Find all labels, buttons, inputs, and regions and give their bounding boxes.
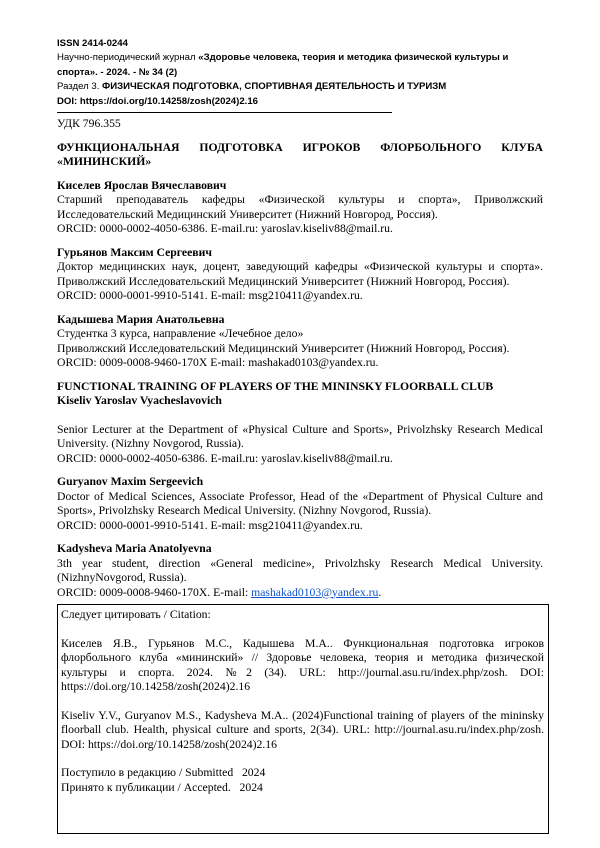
journal-prefix: Научно-периодический журнал [57, 52, 199, 64]
author-en-affiliation: Senior Lecturer at the Department of «Physical Culture and Sports», Privolzhsky Research Medical University. (Nizhny Novgorod, Russia). [57, 422, 543, 450]
udk: УДК 796.355 [57, 117, 121, 130]
author-en-name: Kadysheva Maria Anatolyevna [57, 542, 212, 555]
header-doi: DOI: https://doi.org/10.14258/zosh(2024)2.16 [57, 95, 258, 107]
orcid-prefix: ORCID: 0009-0008-9460-170X. E-mail: [57, 585, 252, 599]
author-en-affiliation: 3th year student, direction «General medicine», Privolzhsky Research Medical University. (NizhnyNovgorod, Russia). [57, 556, 543, 584]
author-ru-orcid: ORCID: 0000-0001-9910-5141. E-mail: msg210411@yandex.ru. [57, 289, 363, 302]
citation-en: Kiseliv Y.V., Guryanov M.S., Kadysheva M.A.. (2024)Functional training of players of the mininsky floorball club. Health, physical culture and sports, 2(34). URL: http://journal.asu.ru/index.php/zosh. DOI: https://doi.org/10.14258/zosh(2024)2.16 [61, 708, 544, 751]
citation-ru: Киселев Я.В., Гурьянов М.С., Кадышева М.А.. Функциональная подготовка игроков флорбольного клуба «мининский» // Здоровье человека, теория и методика физической культуры и спорта. 2024. №2 (34). URL: http://journal.asu.ru/index.php/zosh. DOI: https://doi.org/10.14258/zosh(2024)2.16 [61, 636, 544, 693]
accepted-date: Принято к публикации / Accepted. 2024 [61, 780, 263, 794]
submitted-date: Поступило в редакцию / Submitted 2024 [61, 766, 266, 779]
author-ru-orcid: ORCID: 0000-0002-4050-6386. E-mail.ru: yaroslav.kiseliv88@mail.ru. [57, 222, 393, 235]
citation-box [57, 604, 549, 834]
issn: ISSN 2414-0244 [57, 38, 128, 49]
author-ru-position: Студентка 3 курса, направление «Лечебное дело» [57, 327, 304, 340]
author-ru-affiliation: Приволжский Исследовательский Медицинский Университет (Нижний Новгород, Россия). [57, 341, 510, 355]
author-ru-name: Киселев Ярослав Вячеславович [57, 178, 227, 192]
author-ru-affiliation: Доктор медицинских наук, доцент, заведующий кафедры «Физической культуры и спорта». Приволжский Исследовательский Медицинский Университет (Нижний Новгород, Россия). [57, 260, 543, 288]
journal-header [57, 37, 557, 109]
section-prefix: Раздел 3. [57, 81, 103, 93]
citation-heading: Следует цитировать / Citation: [61, 608, 211, 621]
author-ru-name: Кадышева Мария Анатольевна [57, 312, 225, 326]
journal-title-line-2: спорта». - 2024. - № 34 (2) [57, 66, 178, 78]
title-en: FUNCTIONAL TRAINING OF PLAYERS OF THE MININSKY FLOORBALL CLUB [57, 379, 494, 393]
author-ru-name: Гурьянов Максим Сергеевич [57, 245, 212, 259]
title-ru: ФУНКЦИОНАЛЬНАЯ ПОДГОТОВКА ИГРОКОВ ФЛОРБОЛЬНОГО КЛУБА «МИНИНСКИЙ» [57, 140, 543, 168]
author-ru-affiliation: Старший преподаватель кафедры «Физической культуры и спорта», Приволжский Исследовательский Медицинский Университет (Нижний Новгород, Россия). [57, 193, 543, 221]
author-en-name: Kiseliv Yaroslav Vyacheslavovich [57, 394, 222, 407]
author-en-affiliation: Doctor of Medical Sciences, Associate Professor, Head of the «Department of Physical Culture and Sports», Privolzhsky Research Medical University. (Nizhny Novgorod, Russia). [57, 489, 543, 517]
orcid-suffix: . [378, 585, 382, 599]
email-link[interactable]: mashakad0103@yandex.ru [251, 585, 379, 599]
article-body [57, 117, 543, 600]
header-divider [57, 112, 392, 113]
author-en-orcid [57, 586, 543, 601]
section-title: ФИЗИЧЕСКАЯ ПОДГОТОВКА, СПОРТИВНАЯ ДЕЯТЕЛЬНОСТЬ И ТУРИЗМ [102, 81, 447, 93]
author-ru-orcid: ORCID: 0009-0008-9460-170X E-mail: mashakad0103@yandex.ru. [57, 356, 379, 369]
journal-title-line-1: «Здоровье человека, теория и методика физической культуры и [198, 52, 509, 64]
author-en-name: Guryanov Maxim Sergeevich [57, 475, 204, 488]
author-en-orcid: ORCID: 0000-0001-9910-5141. E-mail: msg210411@yandex.ru. [57, 518, 363, 532]
author-en-orcid: ORCID: 0000-0002-4050-6386. E-mail.ru: yaroslav.kiseliv88@mail.ru. [57, 451, 393, 465]
